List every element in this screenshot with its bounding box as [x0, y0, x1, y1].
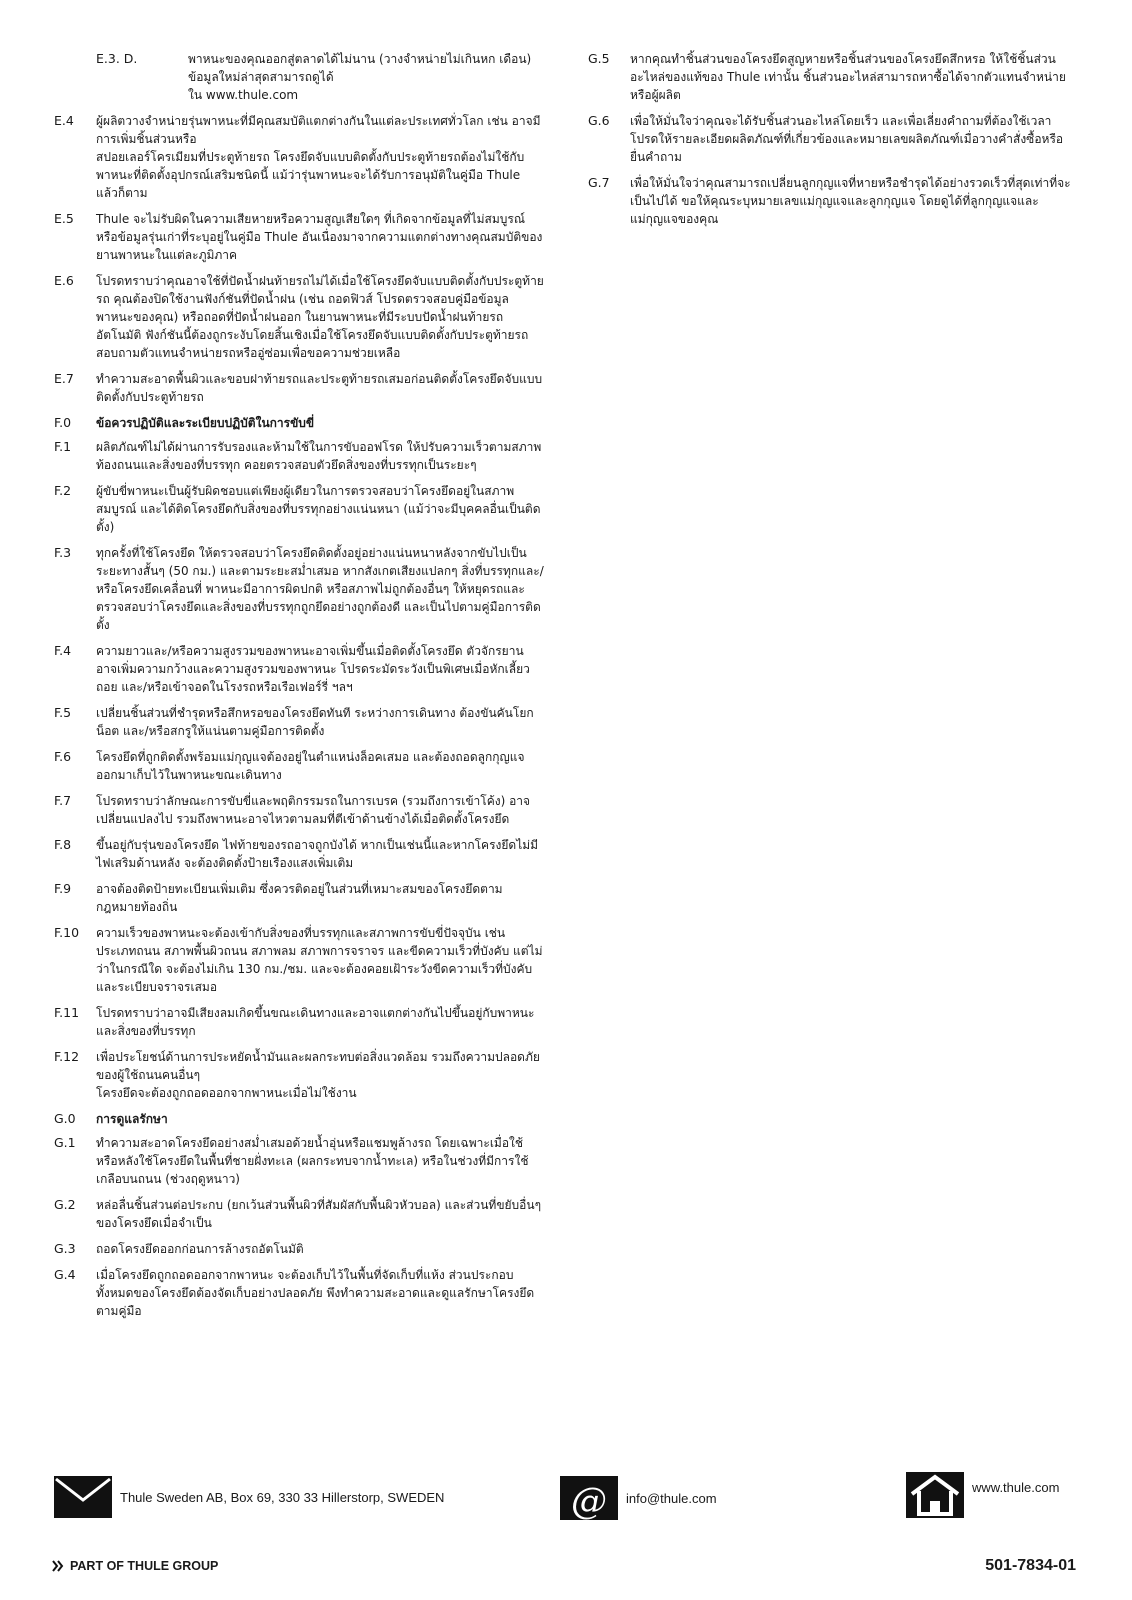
- footer: [0, 1479, 1132, 1600]
- item-number: F.11: [54, 1005, 80, 1020]
- instruction-item: [54, 544, 544, 634]
- instruction-item: [54, 924, 544, 996]
- item-text: เปลี่ยนชิ้นส่วนที่ชำรุดหรือสึกหรอของโครงยึดทันที ระหว่างการเดินทาง ต้องขันคันโยก น็อต และ/หรือสกรูให้แน่นตามคู่มือการติดตั้ง: [96, 706, 534, 738]
- item-number: F.9: [54, 881, 72, 896]
- item-number: F.7: [54, 793, 72, 808]
- item-text: โปรดทราบว่าคุณอาจใช้ที่ปัดน้ำฝนท้ายรถไม่ได้เมื่อใช้โครงยึดจับแบบติดตั้งกับประตูท้ายรถ คุณต้องปิดใช้งานฟังก์ชันที่ปัดน้ำฝน (เช่น ถอดฟิวส์ โปรดตรวจสอบคู่มือข้อมูลพาหนะของคุณ) หรือถอดที่ปัดน้ำฝนออก ในยานพาหนะที่มีระบบปัดน้ำฝนท้ายรถอัตโนมัติ ฟังก์ชันนี้ต้องถูกระงับโดยสิ้นเชิงเมื่อใช้โครงยึดจับแบบติดตั้งกับประตูท้ายรถ สอบถามตัวแทนจำหน่ายรถหรืออู่ซ่อมเพื่อขอความช่วยเหลือ: [96, 274, 544, 360]
- item-number: F.3: [54, 545, 72, 560]
- item-number: E.4: [54, 113, 74, 128]
- item-text: อาจต้องติดป้ายทะเบียนเพิ่มเติม ซึ่งควรติดอยู่ในส่วนที่เหมาะสมของโครงยึดตามกฎหมายท้องถิ่น: [96, 882, 503, 914]
- item-text: เพื่อให้มั่นใจว่าคุณสามารถเปลี่ยนลูกกุญแจที่หายหรือชำรุดได้อย่างรวดเร็วที่สุดเท่าที่จะเป็นไปได้ ขอให้คุณระบุหมายเลขแม่กุญแจและลูกกุญแจ โดยดูได้ที่ลูกกุญแจและแม่กุญแจของคุณ: [630, 176, 1071, 226]
- item-number: F.0: [54, 415, 72, 430]
- company-address: Thule Sweden AB, Box 69, 330 33 Hillerstorp, SWEDEN: [120, 1489, 445, 1505]
- item-text: ผู้ผลิตวางจำหน่ายรุ่นพาหนะที่มีคุณสมบัติแตกต่างกันในแต่ละประเทศทั่วโลก เช่น อาจมีการเพิ่มชิ้นส่วนหรือ สปอยเลอร์โครเมียมที่ประตูท้ายรถ โครงยึดจับแบบติดตั้งกับประตูท้ายรถต้องไม่ใช้กับพาหนะที่ติดตั้งอุปกรณ์เสริมชนิดนี้ แม้ว่ารุ่นพาหนะจะได้รับการอนุมัติในคู่มือ Thule แล้วก็ตาม: [96, 114, 541, 200]
- envelope-icon: [54, 1476, 112, 1518]
- double-chevron-icon: [52, 1560, 64, 1572]
- item-text: หากคุณทำชิ้นส่วนของโครงยึดสูญหายหรือชิ้นส่วนของโครงยึดสึกหรอ ให้ใช้ชิ้นส่วนอะไหล่ของแท้ของ Thule เท่านั้น ชิ้นส่วนอะไหล่สามารถหาซื้อได้จากตัวแทนจำหน่ายหรือผู้ผลิต: [630, 52, 1066, 102]
- instruction-item: [588, 50, 1078, 104]
- instruction-item: [54, 792, 544, 828]
- website-block: [906, 1472, 1059, 1518]
- section-heading: [54, 1110, 544, 1128]
- item-number: G.3: [54, 1241, 76, 1256]
- instruction-item: [96, 50, 544, 104]
- instruction-item: [54, 210, 544, 264]
- instruction-item: [54, 482, 544, 536]
- item-number: E.7: [54, 371, 74, 386]
- left-column: [54, 50, 544, 1328]
- instruction-item: [54, 1134, 544, 1188]
- item-text: ข้อควรปฏิบัติและระเบียบปฏิบัติในการขับขี่: [96, 416, 315, 430]
- item-text: ทำความสะอาดโครงยึดอย่างสม่ำเสมอด้วยน้ำอุ่นหรือแชมพูล้างรถ โดยเฉพาะเมื่อใช้หรือหลังใช้โครงยึดในพื้นที่ชายฝั่งทะเล (ผลกระทบจากน้ำทะเล) หรือในช่วงที่มีการใช้เกลือบนถนน (ช่วงฤดูหนาว): [96, 1136, 529, 1186]
- right-column: [588, 50, 1078, 236]
- item-number: E.3. D.: [96, 51, 138, 66]
- instruction-item: [54, 1196, 544, 1232]
- item-number: G.2: [54, 1197, 76, 1212]
- item-text: โปรดทราบว่าอาจมีเสียงลมเกิดขึ้นขณะเดินทางและอาจแตกต่างกันไปขึ้นอยู่กับพาหนะและสิ่งของที่บรรทุก: [96, 1006, 535, 1038]
- item-text: หล่อลื่นชิ้นส่วนต่อประกบ (ยกเว้นส่วนพื้นผิวที่สัมผัสกับพื้นผิวหัวบอล) และส่วนที่ขยับอื่นๆ ของโครงยึดเมื่อจำเป็น: [96, 1198, 542, 1230]
- group-text: PART OF THULE GROUP: [70, 1559, 219, 1573]
- item-number: F.5: [54, 705, 72, 720]
- instruction-item: [54, 1240, 544, 1258]
- item-number: G.7: [588, 175, 610, 190]
- item-text: เพื่อประโยชน์ด้านการประหยัดน้ำมันและผลกระทบต่อสิ่งแวดล้อม รวมถึงความปลอดภัยของผู้ใช้ถนนคนอื่นๆ โครงยึดจะต้องถูกถอดออกจากพาหนะเมื่อไม่ใช้งาน: [96, 1050, 540, 1100]
- item-number: G.1: [54, 1135, 76, 1150]
- instruction-item: [54, 704, 544, 740]
- instruction-item: [54, 112, 544, 202]
- section-heading: [54, 414, 544, 432]
- item-number: F.8: [54, 837, 72, 852]
- item-text: ขึ้นอยู่กับรุ่นของโครงยึด ไฟท้ายของรถอาจถูกบังได้ หากเป็นเช่นนี้และหากโครงยึดไม่มีไฟเสริมด้านหลัง จะต้องติดตั้งป้ายเรืองแสงเพิ่มเติม: [96, 838, 539, 870]
- item-number: F.1: [54, 439, 72, 454]
- item-number: F.2: [54, 483, 72, 498]
- item-text: ความเร็วของพาหนะจะต้องเข้ากับสิ่งของที่บรรทุกและสภาพการขับขี่ปัจจุบัน เช่น ประเภทถนน สภาพพื้นผิวถนน สภาพลม สภาพการจราจร และขีดความเร็วที่บังคับ แต่ไม่ว่าในกรณีใด จะต้องไม่เกิน 130 กม./ชม. และจะต้องคอยเฝ้าระวังขีดความเร็วที่บังคับและระเบียบจราจรเสมอ: [96, 926, 543, 994]
- item-number: F.6: [54, 749, 72, 764]
- instruction-item: [54, 1266, 544, 1320]
- item-text: เพื่อให้มั่นใจว่าคุณจะได้รับชิ้นส่วนอะไหล่โดยเร็ว และเพื่อเลี่ยงคำถามที่ต้องใช้เวลา โปรดให้รายละเอียดผลิตภัณฑ์ที่เกี่ยวข้องและหมายเลขผลิตภัณฑ์เมื่อวางคำสั่งซื้อหรือยื่นคำถาม: [630, 114, 1064, 164]
- instruction-item: [54, 642, 544, 696]
- house-icon: [906, 1472, 964, 1518]
- item-number: G.5: [588, 51, 610, 66]
- instruction-item: [54, 272, 544, 362]
- item-number: G.4: [54, 1267, 76, 1282]
- instruction-item: [54, 836, 544, 872]
- item-text: พาหนะของคุณออกสู่ตลาดได้ไม่นาน (วางจำหน่ายไม่เกินหก เดือน) ข้อมูลใหม่ล่าสุดสามารถดูได้ ใน www.thule.com: [188, 52, 532, 102]
- item-text: ถอดโครงยึดออกก่อนการล้างรถอัตโนมัติ: [96, 1242, 304, 1256]
- website-link[interactable]: www.thule.com: [972, 1479, 1060, 1495]
- instruction-item: [54, 1004, 544, 1040]
- item-text: ทำความสะอาดพื้นผิวและขอบฝาท้ายรถและประตูท้ายรถเสมอก่อนติดตั้งโครงยึดจับแบบติดตั้งกับประตูท้ายรถ: [96, 372, 543, 404]
- item-number: F.10: [54, 925, 80, 940]
- item-number: E.6: [54, 273, 74, 288]
- item-number: F.4: [54, 643, 72, 658]
- item-number: G.6: [588, 113, 610, 128]
- svg-text:@: @: [571, 1481, 607, 1520]
- item-number: G.0: [54, 1111, 76, 1126]
- item-text: Thule จะไม่รับผิดในความเสียหายหรือความสูญเสียใดๆ ที่เกิดจากข้อมูลที่ไม่สมบูรณ์หรือข้อมูลรุ่นเก่าที่ระบุอยู่ในคู่มือ Thule อันเนื่องมาจากความแตกต่างทางคุณสมบัติของยานพาหนะในแต่ละภูมิภาค: [96, 212, 543, 262]
- item-text: ผู้ขับขี่พาหนะเป็นผู้รับผิดชอบแต่เพียงผู้เดียวในการตรวจสอบว่าโครงยึดอยู่ในสภาพสมบูรณ์ และได้ติดโครงยึดกับสิ่งของที่บรรทุกอย่างแน่นหนา (แม้ว่าจะมีบุคคลอื่นเป็นติดตั้ง): [96, 484, 541, 534]
- item-text: เมื่อโครงยึดถูกถอดออกจากพาหนะ จะต้องเก็บไว้ในพื้นที่จัดเก็บที่แห้ง ส่วนประกอบทั้งหมดของโครงยึดต้องจัดเก็บอย่างปลอดภัย พึงทำความสะอาดและดูแลรักษาโครงยึดตามคู่มือ: [96, 1268, 535, 1318]
- instruction-item: [54, 880, 544, 916]
- instruction-item: [54, 1048, 544, 1102]
- item-text: ผลิตภัณฑ์ไม่ได้ผ่านการรับรองและห้ามใช้ในการขับออฟโรด ให้ปรับความเร็วตามสภาพท้องถนนและสิ่งของที่บรรทุก คอยตรวจสอบตัวยึดสิ่งของที่บรรทุกเป็นระยะๆ: [96, 440, 542, 472]
- item-text: โครงยึดที่ถูกติดตั้งพร้อมแม่กุญแจต้องอยู่ในตำแหน่งล็อคเสมอ และต้องถอดลูกกุญแจออกมาเก็บไว้ในพาหนะขณะเดินทาง: [96, 750, 525, 782]
- document-number: 501-7834-01: [985, 1557, 1076, 1574]
- address-block: [54, 1476, 444, 1518]
- instruction-item: [54, 748, 544, 784]
- item-number: E.5: [54, 211, 74, 226]
- instruction-item: [588, 174, 1078, 228]
- thule-group-label: [52, 1559, 218, 1573]
- instruction-item: [588, 112, 1078, 166]
- email-link[interactable]: info@thule.com: [626, 1490, 717, 1506]
- instruction-item: [54, 370, 544, 406]
- instruction-item: [54, 438, 544, 474]
- at-sign-icon: [560, 1476, 618, 1520]
- email-block: [560, 1476, 717, 1520]
- item-text: ทุกครั้งที่ใช้โครงยึด ให้ตรวจสอบว่าโครงยึดติดตั้งอยู่อย่างแน่นหนาหลังจากขับไปเป็นระยะทางสั้นๆ (50 กม.) และตามระยะสม่ำเสมอ หากสังเกตเสียงแปลกๆ สิ่งที่บรรทุกและ/หรือโครงยึดเคลื่อนที่ พาหนะมีอาการผิดปกติ หรือสภาพไม่ถูกต้องอื่นๆ ให้หยุดรถและตรวจสอบว่าโครงยึดและสิ่งของที่บรรทุกถูกยึดอย่างถูกต้องดี และเป็นไปตามคู่มือการติดตั้ง: [96, 546, 544, 632]
- item-text: ความยาวและ/หรือความสูงรวมของพาหนะอาจเพิ่มขึ้นเมื่อติดตั้งโครงยึด ตัวจักรยานอาจเพิ่มความกว้างและความสูงรวมของพาหนะ โปรดระมัดระวังเป็นพิเศษเมื่อหักเลี้ยว ถอย และ/หรือเข้าจอดในโรงรถหรือเรือเฟอร์รี่ ฯลฯ: [96, 644, 530, 694]
- item-number: F.12: [54, 1049, 80, 1064]
- item-text: โปรดทราบว่าลักษณะการขับขี่และพฤติกรรมรถในการเบรค (รวมถึงการเข้าโค้ง) อาจเปลี่ยนแปลงไป รวมถึงพาหนะอาจไหวตามลมที่ตีเข้าด้านข้างได้เมื่อติดตั้งโครงยึด: [96, 794, 531, 826]
- item-text: การดูแลรักษา: [96, 1112, 168, 1126]
